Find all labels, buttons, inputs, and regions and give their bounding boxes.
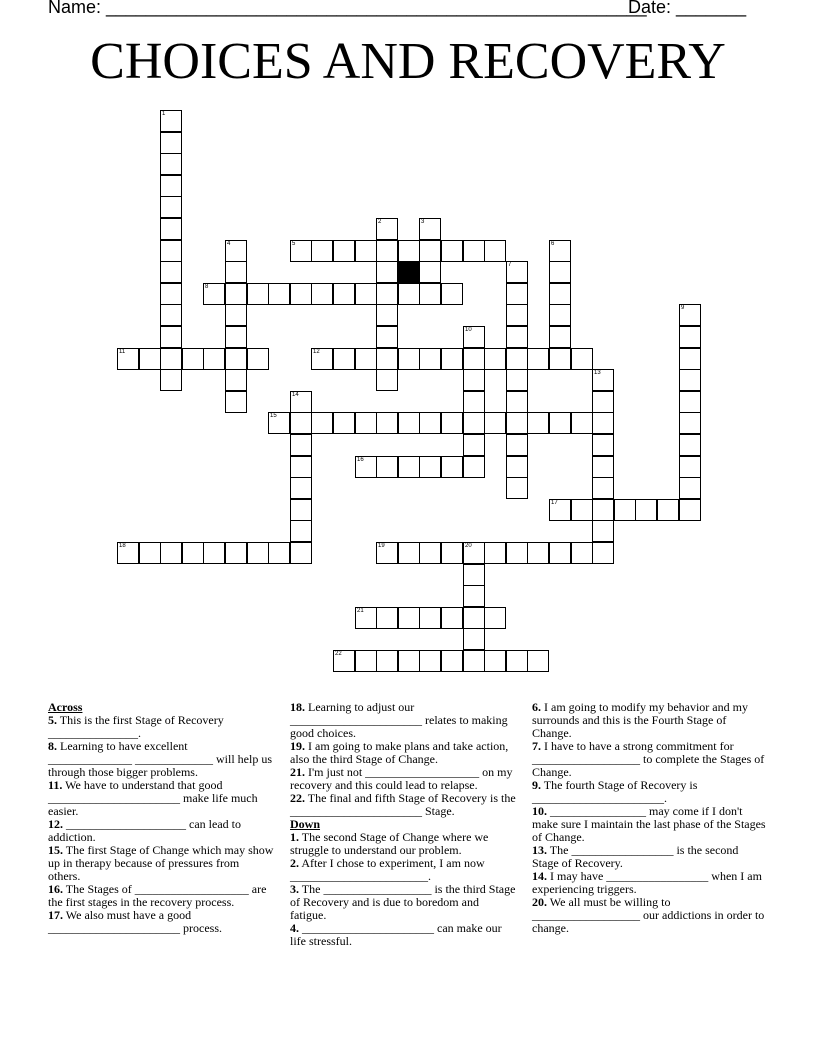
grid-cell[interactable] bbox=[679, 499, 701, 521]
grid-cell[interactable] bbox=[225, 391, 247, 413]
grid-cell[interactable] bbox=[549, 412, 571, 434]
clue-item bbox=[290, 701, 518, 740]
grid-cell[interactable] bbox=[225, 542, 247, 564]
clue-number: 18 bbox=[119, 543, 126, 549]
grid-cell[interactable] bbox=[679, 477, 701, 499]
clue-item bbox=[48, 779, 274, 818]
grid-cell[interactable] bbox=[506, 326, 528, 348]
grid-cell[interactable] bbox=[592, 434, 614, 456]
grid-cell[interactable] bbox=[679, 412, 701, 434]
grid-cell[interactable] bbox=[290, 456, 312, 478]
grid-cell[interactable] bbox=[506, 456, 528, 478]
grid-cell[interactable] bbox=[506, 434, 528, 456]
grid-cell[interactable] bbox=[355, 607, 377, 629]
grid-cell[interactable] bbox=[463, 628, 485, 650]
grid-cell[interactable] bbox=[549, 283, 571, 305]
clue-item-text: ________________ may come if I don't make sure I maintain the last phase of the Stages of Change. bbox=[532, 804, 766, 844]
grid-cell[interactable] bbox=[333, 240, 355, 262]
clue-item-text: I'm just not ___________________ on my recovery and this could lead to relapse. bbox=[290, 765, 513, 792]
grid-cell[interactable] bbox=[290, 240, 312, 262]
grid-cell[interactable] bbox=[679, 434, 701, 456]
grid-cell[interactable] bbox=[290, 542, 312, 564]
clue-number: 9 bbox=[681, 305, 685, 311]
clue-item-number: 13. bbox=[532, 843, 547, 857]
grid-cell[interactable] bbox=[635, 499, 657, 521]
grid-cell[interactable] bbox=[441, 348, 463, 370]
grid-cell[interactable] bbox=[441, 412, 463, 434]
clue-number: 21 bbox=[357, 608, 364, 614]
grid-cell[interactable] bbox=[160, 304, 182, 326]
grid-cell[interactable] bbox=[527, 542, 549, 564]
name-field-label[interactable]: Name: ______________________________________________________ bbox=[48, 0, 647, 17]
grid-cell[interactable] bbox=[506, 348, 528, 370]
grid-cell[interactable] bbox=[355, 283, 377, 305]
grid-cell[interactable] bbox=[571, 499, 593, 521]
grid-cell[interactable] bbox=[160, 110, 182, 132]
clue-item-text: The fourth Stage of Recovery is ______________________. bbox=[532, 778, 698, 805]
clue-item-number: 14. bbox=[532, 869, 547, 883]
clue-item-number: 16. bbox=[48, 882, 63, 896]
grid-cell[interactable] bbox=[290, 520, 312, 542]
grid-cell[interactable] bbox=[160, 283, 182, 305]
grid-cell[interactable] bbox=[160, 542, 182, 564]
clue-item-text: Learning to adjust our ______________________ relates to making good choices. bbox=[290, 700, 508, 740]
clue-item-number: 8. bbox=[48, 739, 57, 753]
clue-item bbox=[290, 740, 518, 766]
grid-cell[interactable] bbox=[419, 218, 441, 240]
grid-cell[interactable] bbox=[614, 499, 636, 521]
clues-column-3 bbox=[532, 701, 768, 935]
grid-cell[interactable] bbox=[419, 650, 441, 672]
grid-cell[interactable] bbox=[463, 650, 485, 672]
grid-cell[interactable] bbox=[463, 542, 485, 564]
grid-cell[interactable] bbox=[182, 542, 204, 564]
grid-cell[interactable] bbox=[160, 240, 182, 262]
grid-cell[interactable] bbox=[463, 369, 485, 391]
grid-cell[interactable] bbox=[419, 542, 441, 564]
clue-number: 16 bbox=[357, 457, 364, 463]
clue-section-heading: Down bbox=[290, 817, 321, 831]
clue-item-number: 3. bbox=[290, 882, 299, 896]
grid-cell[interactable] bbox=[376, 304, 398, 326]
grid-cell[interactable] bbox=[463, 240, 485, 262]
grid-cell[interactable] bbox=[398, 607, 420, 629]
clue-item bbox=[290, 883, 518, 922]
grid-cell[interactable] bbox=[355, 348, 377, 370]
grid-cell[interactable] bbox=[333, 650, 355, 672]
grid-cell[interactable] bbox=[592, 369, 614, 391]
grid-cell[interactable] bbox=[398, 283, 420, 305]
clue-item-text: ______________________ can make our life stressful. bbox=[290, 921, 502, 948]
clue-number: 17 bbox=[551, 500, 558, 506]
grid-cell[interactable] bbox=[160, 369, 182, 391]
grid-cell[interactable] bbox=[571, 412, 593, 434]
grid-cell[interactable] bbox=[247, 348, 269, 370]
clue-number: 15 bbox=[270, 413, 277, 419]
clue-number: 2 bbox=[378, 219, 382, 225]
grid-cell[interactable] bbox=[355, 650, 377, 672]
grid-cell[interactable] bbox=[203, 283, 225, 305]
shaded-cell bbox=[398, 261, 420, 283]
grid-cell[interactable] bbox=[290, 391, 312, 413]
grid-cell[interactable] bbox=[506, 477, 528, 499]
grid-cell[interactable] bbox=[398, 542, 420, 564]
grid-cell[interactable] bbox=[160, 175, 182, 197]
grid-cell[interactable] bbox=[506, 542, 528, 564]
clue-item-number: 6. bbox=[532, 700, 541, 714]
grid-cell[interactable] bbox=[679, 456, 701, 478]
clue-item-text: The final and fifth Stage of Recovery is the ______________________ Stage. bbox=[290, 791, 516, 818]
clue-number: 14 bbox=[292, 392, 299, 398]
clues-column-2 bbox=[290, 701, 518, 948]
clue-item bbox=[532, 844, 768, 870]
clue-number: 22 bbox=[335, 651, 342, 657]
grid-cell[interactable] bbox=[398, 412, 420, 434]
clue-item bbox=[48, 740, 274, 779]
clue-item-text: The Stages of ___________________ are the first stages in the recovery process. bbox=[48, 882, 267, 909]
grid-cell[interactable] bbox=[225, 261, 247, 283]
grid-cell[interactable] bbox=[679, 369, 701, 391]
grid-cell[interactable] bbox=[398, 650, 420, 672]
grid-cell[interactable] bbox=[355, 412, 377, 434]
grid-cell[interactable] bbox=[592, 412, 614, 434]
grid-cell[interactable] bbox=[311, 348, 333, 370]
grid-cell[interactable] bbox=[441, 650, 463, 672]
grid-cell[interactable] bbox=[225, 369, 247, 391]
grid-cell[interactable] bbox=[679, 348, 701, 370]
grid-cell[interactable] bbox=[268, 542, 290, 564]
grid-cell[interactable] bbox=[225, 348, 247, 370]
grid-cell[interactable] bbox=[311, 283, 333, 305]
clue-number: 3 bbox=[421, 219, 425, 225]
grid-cell[interactable] bbox=[398, 456, 420, 478]
clue-item-number: 5. bbox=[48, 713, 57, 727]
clue-number: 11 bbox=[119, 349, 126, 355]
grid-cell[interactable] bbox=[139, 348, 161, 370]
grid-cell[interactable] bbox=[376, 240, 398, 262]
grid-cell[interactable] bbox=[160, 196, 182, 218]
grid-cell[interactable] bbox=[376, 326, 398, 348]
grid-cell[interactable] bbox=[268, 412, 290, 434]
grid-cell[interactable] bbox=[311, 240, 333, 262]
grid-cell[interactable] bbox=[549, 304, 571, 326]
grid-cell[interactable] bbox=[549, 261, 571, 283]
grid-cell[interactable] bbox=[225, 304, 247, 326]
grid-cell[interactable] bbox=[484, 412, 506, 434]
grid-cell[interactable] bbox=[333, 283, 355, 305]
grid-cell[interactable] bbox=[160, 218, 182, 240]
clue-item-text: We have to understand that good ______________________ make life much easier. bbox=[48, 778, 258, 818]
clue-item-number: 21. bbox=[290, 765, 305, 779]
grid-cell[interactable] bbox=[463, 456, 485, 478]
clue-number: 6 bbox=[551, 241, 555, 247]
grid-cell[interactable] bbox=[549, 542, 571, 564]
grid-cell[interactable] bbox=[679, 391, 701, 413]
clue-number: 4 bbox=[227, 241, 231, 247]
clue-number: 19 bbox=[378, 543, 385, 549]
grid-cell[interactable] bbox=[463, 585, 485, 607]
grid-cell[interactable] bbox=[463, 391, 485, 413]
grid-cell[interactable] bbox=[376, 607, 398, 629]
clue-item-number: 19. bbox=[290, 739, 305, 753]
grid-cell[interactable] bbox=[506, 391, 528, 413]
clue-item-text: The __________________ is the third Stage of Recovery and is due to boredom and fatigue. bbox=[290, 882, 516, 922]
grid-cell[interactable] bbox=[549, 240, 571, 262]
clue-item-number: 9. bbox=[532, 778, 541, 792]
grid-cell[interactable] bbox=[398, 348, 420, 370]
grid-cell[interactable] bbox=[592, 499, 614, 521]
clue-item-text: I have to have a strong commitment for __________________ to complete the Stages of Change. bbox=[532, 739, 765, 779]
grid-cell[interactable] bbox=[419, 283, 441, 305]
grid-cell[interactable] bbox=[527, 412, 549, 434]
clue-item-number: 11. bbox=[48, 778, 63, 792]
clue-item bbox=[290, 922, 518, 948]
grid-cell[interactable] bbox=[203, 348, 225, 370]
grid-cell[interactable] bbox=[592, 391, 614, 413]
clue-item-number: 2. bbox=[290, 856, 299, 870]
clue-item bbox=[532, 779, 768, 805]
grid-cell[interactable] bbox=[419, 348, 441, 370]
grid-cell[interactable] bbox=[225, 240, 247, 262]
grid-cell[interactable] bbox=[419, 240, 441, 262]
clue-item bbox=[532, 701, 768, 740]
grid-cell[interactable] bbox=[679, 326, 701, 348]
grid-cell[interactable] bbox=[463, 326, 485, 348]
grid-cell[interactable] bbox=[290, 477, 312, 499]
clue-item-number: 1. bbox=[290, 830, 299, 844]
grid-cell[interactable] bbox=[333, 348, 355, 370]
grid-cell[interactable] bbox=[398, 240, 420, 262]
clue-item bbox=[532, 896, 768, 935]
grid-cell[interactable] bbox=[290, 499, 312, 521]
grid-cell[interactable] bbox=[463, 607, 485, 629]
grid-cell[interactable] bbox=[290, 434, 312, 456]
grid-cell[interactable] bbox=[506, 369, 528, 391]
grid-cell[interactable] bbox=[571, 542, 593, 564]
clue-item-text: The _________________ is the second Stage of Recovery. bbox=[532, 843, 739, 870]
clue-item bbox=[290, 766, 518, 792]
clue-item-number: 20. bbox=[532, 895, 547, 909]
grid-cell[interactable] bbox=[225, 326, 247, 348]
grid-cell[interactable] bbox=[376, 412, 398, 434]
grid-cell[interactable] bbox=[182, 348, 204, 370]
clue-item bbox=[48, 883, 274, 909]
grid-cell[interactable] bbox=[376, 650, 398, 672]
grid-cell[interactable] bbox=[419, 607, 441, 629]
grid-cell[interactable] bbox=[333, 412, 355, 434]
clue-number: 1 bbox=[162, 111, 166, 117]
grid-cell[interactable] bbox=[376, 369, 398, 391]
grid-cell[interactable] bbox=[376, 348, 398, 370]
clue-item bbox=[48, 844, 274, 883]
clue-item-text: The second Stage of Change where we struggle to understand our problem. bbox=[290, 830, 489, 857]
grid-cell[interactable] bbox=[549, 499, 571, 521]
clue-number: 5 bbox=[292, 241, 296, 247]
grid-cell[interactable] bbox=[225, 283, 247, 305]
date-field-label[interactable]: Date: _______ bbox=[628, 0, 747, 17]
clue-item bbox=[290, 831, 518, 857]
clue-item-text: The first Stage of Change which may show up in therapy because of pressures from others. bbox=[48, 843, 274, 883]
grid-cell[interactable] bbox=[506, 650, 528, 672]
grid-cell[interactable] bbox=[160, 348, 182, 370]
clue-item bbox=[290, 857, 518, 883]
grid-cell[interactable] bbox=[160, 132, 182, 154]
grid-cell[interactable] bbox=[592, 477, 614, 499]
grid-cell[interactable] bbox=[592, 456, 614, 478]
grid-cell[interactable] bbox=[484, 650, 506, 672]
grid-cell[interactable] bbox=[160, 261, 182, 283]
grid-cell[interactable] bbox=[117, 348, 139, 370]
grid-cell[interactable] bbox=[441, 607, 463, 629]
clue-item-text: ____________________ can lead to addiction. bbox=[48, 817, 241, 844]
grid-cell[interactable] bbox=[376, 283, 398, 305]
grid-cell[interactable] bbox=[463, 564, 485, 586]
grid-cell[interactable] bbox=[117, 542, 139, 564]
grid-cell[interactable] bbox=[484, 607, 506, 629]
clue-item bbox=[48, 714, 274, 740]
grid-cell[interactable] bbox=[506, 304, 528, 326]
grid-cell[interactable] bbox=[419, 412, 441, 434]
clue-item-text: Learning to have excellent ______________ _____________ will help us through those bigger problems. bbox=[48, 739, 272, 779]
grid-cell[interactable] bbox=[376, 542, 398, 564]
clue-number: 8 bbox=[205, 284, 209, 290]
grid-cell[interactable] bbox=[203, 542, 225, 564]
grid-cell[interactable] bbox=[549, 326, 571, 348]
clue-item-number: 7. bbox=[532, 739, 541, 753]
grid-cell[interactable] bbox=[355, 456, 377, 478]
grid-cell[interactable] bbox=[463, 434, 485, 456]
grid-cell[interactable] bbox=[527, 650, 549, 672]
clue-section-heading: Across bbox=[48, 700, 83, 714]
clue-number: 10 bbox=[465, 327, 472, 333]
grid-cell[interactable] bbox=[463, 348, 485, 370]
page-title: CHOICES AND RECOVERY bbox=[90, 33, 726, 90]
clue-item-text: After I chose to experiment, I am now _______________________. bbox=[290, 856, 485, 883]
grid-cell[interactable] bbox=[419, 261, 441, 283]
clue-item-number: 17. bbox=[48, 908, 63, 922]
clue-number: 20 bbox=[465, 543, 472, 549]
grid-cell[interactable] bbox=[419, 456, 441, 478]
grid-cell[interactable] bbox=[549, 348, 571, 370]
clue-item bbox=[532, 740, 768, 779]
grid-cell[interactable] bbox=[247, 283, 269, 305]
grid-cell[interactable] bbox=[311, 412, 333, 434]
grid-cell[interactable] bbox=[355, 240, 377, 262]
clue-item-number: 22. bbox=[290, 791, 305, 805]
clue-item-number: 10. bbox=[532, 804, 547, 818]
grid-cell[interactable] bbox=[139, 542, 161, 564]
grid-cell[interactable] bbox=[160, 153, 182, 175]
clue-number: 7 bbox=[508, 262, 512, 268]
clue-item-text: I am going to make plans and take action, also the third Stage of Change. bbox=[290, 739, 509, 766]
grid-cell[interactable] bbox=[679, 304, 701, 326]
grid-cell[interactable] bbox=[657, 499, 679, 521]
grid-cell[interactable] bbox=[268, 283, 290, 305]
grid-cell[interactable] bbox=[463, 412, 485, 434]
grid-cell[interactable] bbox=[441, 283, 463, 305]
clue-item-text: This is the first Stage of Recovery _______________. bbox=[48, 713, 224, 740]
clue-item bbox=[532, 870, 768, 896]
grid-cell[interactable] bbox=[441, 542, 463, 564]
grid-cell[interactable] bbox=[376, 261, 398, 283]
clue-item bbox=[532, 805, 768, 844]
clue-item-text: I am going to modify my behavior and my surrounds and this is the Fourth Stage of Change. bbox=[532, 700, 748, 740]
grid-cell[interactable] bbox=[527, 348, 549, 370]
clue-item-number: 12. bbox=[48, 817, 63, 831]
grid-cell[interactable] bbox=[376, 218, 398, 240]
clues-column-1 bbox=[48, 701, 274, 935]
grid-cell[interactable] bbox=[484, 240, 506, 262]
grid-cell[interactable] bbox=[247, 542, 269, 564]
grid-cell[interactable] bbox=[441, 240, 463, 262]
grid-cell[interactable] bbox=[160, 326, 182, 348]
grid-cell[interactable] bbox=[506, 261, 528, 283]
clue-item bbox=[48, 818, 274, 844]
clue-item-number: 18. bbox=[290, 700, 305, 714]
clue-item bbox=[290, 792, 518, 818]
clue-item-text: I may have _________________ when I am experiencing triggers. bbox=[532, 869, 762, 896]
grid-cell[interactable] bbox=[484, 348, 506, 370]
grid-cell[interactable] bbox=[441, 456, 463, 478]
clue-item-text: We all must be willing to __________________ our addictions in order to change. bbox=[532, 895, 765, 935]
grid-cell[interactable] bbox=[506, 412, 528, 434]
grid-cell[interactable] bbox=[592, 542, 614, 564]
clue-item-number: 15. bbox=[48, 843, 63, 857]
grid-cell[interactable] bbox=[290, 283, 312, 305]
clue-item-number: 4. bbox=[290, 921, 299, 935]
grid-cell[interactable] bbox=[506, 283, 528, 305]
grid-cell[interactable] bbox=[592, 520, 614, 542]
clue-number: 12 bbox=[313, 349, 320, 355]
grid-cell[interactable] bbox=[290, 412, 312, 434]
grid-cell[interactable] bbox=[376, 456, 398, 478]
grid-cell[interactable] bbox=[571, 348, 593, 370]
clue-item-text: We also must have a good ______________________ process. bbox=[48, 908, 222, 935]
grid-cell[interactable] bbox=[484, 542, 506, 564]
clue-number: 13 bbox=[594, 370, 601, 376]
clue-item bbox=[48, 909, 274, 935]
